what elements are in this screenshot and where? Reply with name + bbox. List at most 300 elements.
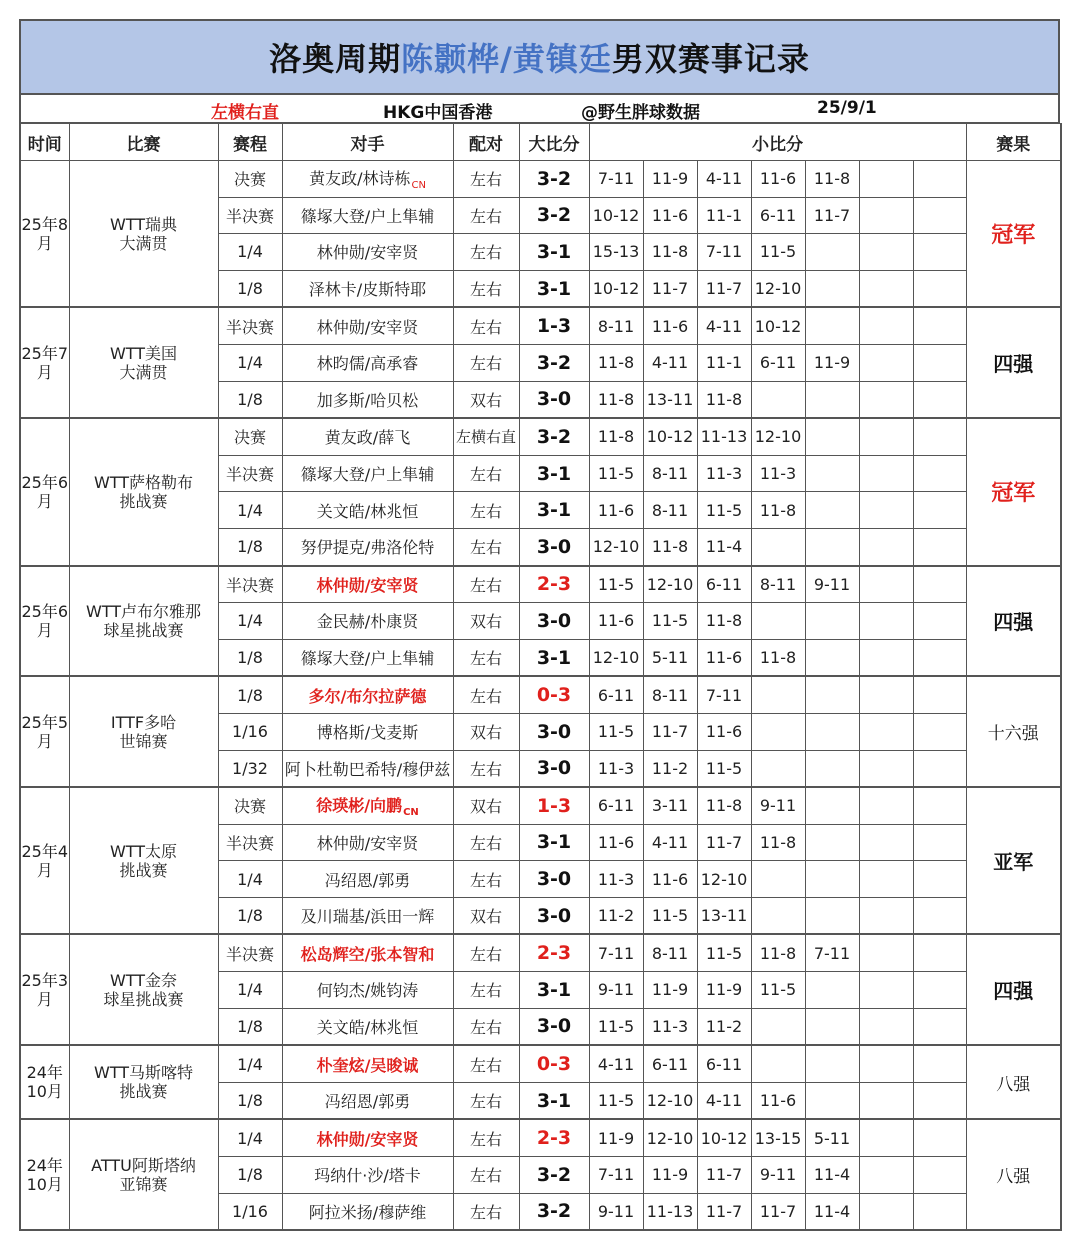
match-score-cell: 0-3 [519,1045,589,1082]
round-cell: 1/8 [218,897,282,934]
match-row [20,307,1061,344]
game-score-cell: 11-3 [589,861,643,898]
game-score-cell: 9-11 [751,787,805,824]
event-time: 25年4月 [20,787,69,934]
match-row [20,676,1061,713]
game-score-cell: 10-12 [697,1119,751,1156]
game-score-empty [859,234,913,271]
game-score-cell: 11-7 [697,824,751,861]
game-score-empty [913,492,966,529]
game-score-cell: 11-13 [697,418,751,455]
match-score-cell: 3-0 [519,750,589,787]
round-cell: 1/4 [218,1045,282,1082]
round-cell: 半决赛 [218,455,282,492]
pairing-cell: 左右 [453,1008,519,1045]
game-score-empty [751,897,805,934]
game-score-cell: 8-11 [643,676,697,713]
round-cell: 半决赛 [218,934,282,971]
game-score-cell: 11-9 [697,972,751,1009]
pairing-cell: 左右 [453,344,519,381]
game-score-cell: 11-6 [751,1082,805,1119]
opponent-name: 博格斯/戈麦斯 [316,723,419,743]
game-score-cell: 11-9 [589,1119,643,1156]
match-score-cell: 3-2 [519,197,589,234]
event-name-line: WTT卢布尔雅那 [85,601,202,621]
game-score-cell: 11-4 [805,1193,859,1230]
record-body [20,161,1061,1231]
pairing-cell: 双右 [453,381,519,418]
event-name-line: ATTU阿斯塔纳 [91,1155,196,1175]
game-score-empty [913,1119,966,1156]
game-score-cell: 11-8 [805,161,859,198]
game-score-empty [913,1157,966,1194]
opponent-cell [282,197,453,234]
game-score-cell: 4-11 [643,344,697,381]
game-score-empty [805,1082,859,1119]
header-time: 时间 [20,124,69,161]
event-time: 25年3月 [20,934,69,1045]
game-score-empty [859,787,913,824]
opponent-name: 松岛辉空/张本智和 [300,944,435,964]
game-score-cell: 11-8 [643,234,697,271]
opponent-name: 努伊提克/弗洛伦特 [300,538,435,558]
game-score-cell: 10-12 [589,270,643,307]
round-cell: 1/4 [218,234,282,271]
round-cell: 1/8 [218,1157,282,1194]
pairing-cell: 左右 [453,676,519,713]
game-score-cell: 7-11 [697,234,751,271]
pairing-cell: 左右 [453,307,519,344]
game-score-cell: 11-8 [697,787,751,824]
match-score-cell: 3-1 [519,455,589,492]
game-score-empty [751,528,805,565]
game-score-cell: 11-6 [589,824,643,861]
game-score-empty [859,824,913,861]
round-cell: 1/4 [218,1119,282,1156]
game-score-empty [805,455,859,492]
game-score-empty [859,934,913,971]
opponent-name: 林仲勋/安宰贤 [316,833,419,853]
match-score-cell: 3-0 [519,861,589,898]
pairing-cell: 左右 [453,492,519,529]
game-score-cell: 11-8 [643,528,697,565]
match-score-cell: 3-1 [519,234,589,271]
game-score-cell: 11-6 [751,161,805,198]
match-score-cell: 3-0 [519,381,589,418]
game-score-cell: 11-2 [589,897,643,934]
info-hand: 左横右直 [211,103,279,123]
game-score-cell: 11-8 [751,492,805,529]
info-date: 25/9/1 [817,98,877,118]
game-score-empty [805,972,859,1009]
game-score-empty [913,418,966,455]
opponent-name: 篠塚大登/户上隼辅 [300,206,435,226]
game-score-empty [859,1082,913,1119]
game-score-empty [913,307,966,344]
opponent-cell [282,492,453,529]
game-score-empty [751,1045,805,1082]
opponent-name: 加多斯/哈贝松 [316,390,419,410]
event-name [69,1119,218,1230]
opponent-name: 玛纳什·沙/塔卡 [314,1166,421,1186]
game-score-cell: 11-13 [643,1193,697,1230]
game-score-empty [913,528,966,565]
match-score-cell: 3-2 [519,1157,589,1194]
game-score-cell: 11-5 [589,566,643,603]
game-score-cell: 4-11 [697,161,751,198]
opponent-name: 及川瑞基/浜田一辉 [300,907,435,927]
game-score-cell: 4-11 [643,824,697,861]
game-score-cell: 12-10 [643,1082,697,1119]
game-score-empty [859,1119,913,1156]
round-cell: 1/8 [218,270,282,307]
game-score-empty [805,603,859,640]
event-name [69,566,218,677]
pairing-cell: 左右 [453,234,519,271]
game-score-cell: 11-7 [805,197,859,234]
game-score-empty [859,528,913,565]
game-score-cell: 11-7 [643,713,697,750]
pairing-cell: 左右 [453,972,519,1009]
game-score-empty [859,1193,913,1230]
round-cell: 1/8 [218,528,282,565]
game-score-cell: 3-11 [643,787,697,824]
game-score-cell: 11-6 [697,713,751,750]
match-row [20,161,1061,198]
game-score-cell: 9-11 [751,1157,805,1194]
game-score-cell: 10-12 [751,307,805,344]
game-score-empty [913,639,966,676]
opponent-cell [282,1119,453,1156]
game-score-cell: 11-5 [751,234,805,271]
game-score-cell: 11-5 [697,934,751,971]
game-score-empty [805,824,859,861]
result-cell: 八强 [966,1119,1061,1230]
opponent-cell [282,750,453,787]
game-score-cell: 11-6 [643,197,697,234]
event-time: 24年10月 [20,1045,69,1119]
event-name [69,676,218,787]
game-score-empty [859,603,913,640]
game-score-empty [859,713,913,750]
game-score-cell: 7-11 [805,934,859,971]
game-score-empty [913,934,966,971]
info-source: @野生胖球数据 [581,103,700,123]
round-cell: 半决赛 [218,197,282,234]
game-score-empty [913,861,966,898]
round-cell: 1/4 [218,972,282,1009]
game-score-empty [913,787,966,824]
game-score-cell: 10-12 [589,197,643,234]
game-score-cell: 12-10 [643,566,697,603]
header-pairing: 配对 [453,124,519,161]
event-time: 25年7月 [20,307,69,418]
pairing-cell: 左右 [453,161,519,198]
game-score-empty [859,750,913,787]
opponent-name: 篠塚大登/户上隼辅 [300,649,435,669]
opponent-name: 关文皓/林兆恒 [316,501,419,521]
round-cell: 半决赛 [218,566,282,603]
opponent-name: 徐瑛彬/向鹏 [316,796,403,816]
game-score-cell: 4-11 [589,1045,643,1082]
game-score-empty [805,307,859,344]
match-row [20,566,1061,603]
round-cell: 1/4 [218,344,282,381]
header-opponent: 对手 [282,124,453,161]
match-score-cell: 3-2 [519,418,589,455]
game-score-cell: 11-7 [643,270,697,307]
game-score-empty [751,676,805,713]
title-part1: 洛奥周期 [269,40,402,78]
match-score-cell: 1-3 [519,787,589,824]
title-part3: 男双赛事记录 [611,40,810,78]
match-score-cell: 2-3 [519,566,589,603]
opponent-name: 林昀儒/高承睿 [316,354,419,374]
opponent-name: 金民赫/朴康贤 [316,612,419,632]
pairing-cell: 左右 [453,861,519,898]
opponent-cell [282,897,453,934]
match-score-cell: 3-1 [519,639,589,676]
opponent-cell [282,270,453,307]
event-name [69,307,218,418]
game-score-cell: 6-11 [697,566,751,603]
match-score-cell: 3-2 [519,161,589,198]
game-score-cell: 11-6 [589,492,643,529]
opponent-name: 泽林卡/皮斯特耶 [308,280,427,300]
round-cell: 1/8 [218,639,282,676]
opponent-name: 朴奎炫/吴晙诚 [316,1055,419,1075]
opponent-cell [282,639,453,676]
match-row [20,934,1061,971]
game-score-cell: 8-11 [643,492,697,529]
page-title [19,19,1060,95]
game-score-cell: 13-11 [643,381,697,418]
game-score-cell: 9-11 [589,1193,643,1230]
game-score-empty [913,1045,966,1082]
result-cell: 冠军 [966,161,1061,308]
opponent-cell [282,713,453,750]
game-score-empty [859,676,913,713]
pairing-cell: 左右 [453,1119,519,1156]
opponent-cell [282,824,453,861]
event-name [69,418,218,565]
game-score-empty [859,861,913,898]
game-score-empty [751,1008,805,1045]
game-score-empty [805,492,859,529]
info-row [19,95,1060,123]
game-score-cell: 11-5 [643,897,697,934]
game-score-empty [913,197,966,234]
opponent-cell [282,161,453,198]
title-players: 陈颢桦/黄镇廷 [401,40,612,78]
pairing-cell: 左右 [453,824,519,861]
game-score-cell: 11-5 [697,750,751,787]
game-score-empty [859,1157,913,1194]
match-score-cell: 3-0 [519,897,589,934]
game-score-cell: 6-11 [751,344,805,381]
game-score-empty [913,234,966,271]
game-score-cell: 7-11 [589,1157,643,1194]
opponent-cell [282,861,453,898]
opponent-cell [282,603,453,640]
match-score-cell: 3-0 [519,603,589,640]
result-cell: 四强 [966,566,1061,677]
game-score-cell: 5-11 [805,1119,859,1156]
round-cell: 决赛 [218,161,282,198]
game-score-cell: 11-8 [697,603,751,640]
game-score-cell: 5-11 [643,639,697,676]
opponent-name: 林仲勋/安宰贤 [316,1129,419,1149]
game-score-empty [859,639,913,676]
game-score-cell: 13-15 [751,1119,805,1156]
header-result: 赛果 [966,124,1061,161]
opponent-name: 林仲勋/安宰贤 [316,243,419,263]
game-score-cell: 6-11 [589,676,643,713]
game-score-cell: 11-8 [589,381,643,418]
game-score-cell: 8-11 [643,934,697,971]
game-score-cell: 11-8 [697,381,751,418]
opponent-cell [282,1045,453,1082]
game-score-empty [805,750,859,787]
match-score-cell: 3-1 [519,972,589,1009]
round-cell: 1/16 [218,1193,282,1230]
game-score-empty [913,161,966,198]
opponent-cell [282,972,453,1009]
game-score-cell: 4-11 [697,307,751,344]
game-score-empty [859,307,913,344]
opponent-cell [282,676,453,713]
game-score-empty [751,381,805,418]
match-row [20,418,1061,455]
event-time: 24年10月 [20,1119,69,1230]
match-row [20,787,1061,824]
game-score-cell: 7-11 [589,161,643,198]
event-time: 25年6月 [20,418,69,565]
event-name-line: 世锦赛 [119,731,168,751]
round-cell: 决赛 [218,418,282,455]
event-name [69,161,218,308]
round-cell: 1/4 [218,492,282,529]
info-region: HKG中国香港 [383,103,493,123]
game-score-cell: 11-3 [589,750,643,787]
round-cell: 1/8 [218,676,282,713]
game-score-empty [913,270,966,307]
opponent-cell [282,1193,453,1230]
event-time: 25年6月 [20,566,69,677]
pairing-cell: 左右 [453,1157,519,1194]
game-score-empty [913,381,966,418]
game-score-empty [913,972,966,1009]
game-score-empty [859,197,913,234]
result-cell: 八强 [966,1045,1061,1119]
game-score-cell: 7-11 [589,934,643,971]
game-score-cell: 13-11 [697,897,751,934]
game-score-empty [913,750,966,787]
game-score-empty [913,1008,966,1045]
game-score-empty [859,455,913,492]
game-score-cell: 12-10 [751,270,805,307]
game-score-cell: 11-4 [805,1157,859,1194]
record-table [19,123,1062,1231]
event-name-line: 球星挑战赛 [103,989,184,1009]
game-score-cell: 9-11 [589,972,643,1009]
game-score-empty [805,1008,859,1045]
game-score-empty [913,897,966,934]
pairing-cell: 双右 [453,787,519,824]
match-score-cell: 1-3 [519,307,589,344]
game-score-cell: 11-5 [589,713,643,750]
game-score-empty [751,603,805,640]
pairing-cell: 左右 [453,270,519,307]
pairing-cell: 左右 [453,1045,519,1082]
pairing-cell: 左右 [453,1193,519,1230]
header-match-score: 大比分 [519,124,589,161]
game-score-empty [751,861,805,898]
opponent-cell [282,344,453,381]
game-score-empty [805,381,859,418]
match-score-cell: 3-0 [519,528,589,565]
cn-tag: CN [403,807,419,819]
opponent-name: 冯绍恩/郭勇 [324,1092,411,1112]
round-cell: 1/8 [218,381,282,418]
opponent-cell [282,787,453,824]
game-score-cell: 11-8 [751,934,805,971]
opponent-name: 篠塚大登/户上隼辅 [300,465,435,485]
game-score-empty [805,270,859,307]
game-score-empty [859,1045,913,1082]
game-score-cell: 11-2 [643,750,697,787]
event-name-line: 大满贯 [119,233,168,253]
event-name [69,934,218,1045]
game-score-cell: 11-6 [697,639,751,676]
game-score-cell: 11-5 [697,492,751,529]
game-score-empty [805,528,859,565]
result-cell: 冠军 [966,418,1061,565]
game-score-cell: 11-5 [589,455,643,492]
pairing-cell: 左横右直 [453,418,519,455]
event-name-line: 球星挑战赛 [103,620,184,640]
pairing-cell: 左右 [453,1082,519,1119]
game-score-empty [859,270,913,307]
match-row [20,1045,1061,1082]
game-score-cell: 6-11 [697,1045,751,1082]
event-name-line: WTT马斯喀特 [93,1063,194,1083]
game-score-cell: 8-11 [589,307,643,344]
opponent-cell [282,234,453,271]
game-score-cell: 11-1 [697,197,751,234]
result-cell: 四强 [966,934,1061,1045]
game-score-empty [913,1193,966,1230]
record-sheet [19,19,1060,1231]
pairing-cell: 左右 [453,750,519,787]
game-score-cell: 11-7 [697,1193,751,1230]
game-score-cell: 7-11 [697,676,751,713]
game-score-cell: 11-9 [805,344,859,381]
game-score-cell: 6-11 [751,197,805,234]
game-score-cell: 15-13 [589,234,643,271]
game-score-empty [913,824,966,861]
round-cell: 1/16 [218,713,282,750]
game-score-cell: 11-1 [697,344,751,381]
game-score-empty [805,234,859,271]
game-score-cell: 12-10 [643,1119,697,1156]
game-score-cell: 11-9 [643,161,697,198]
game-score-cell: 11-3 [751,455,805,492]
game-score-empty [805,861,859,898]
opponent-name: 林仲勋/安宰贤 [316,317,419,337]
game-score-empty [805,639,859,676]
game-score-cell: 11-6 [643,307,697,344]
